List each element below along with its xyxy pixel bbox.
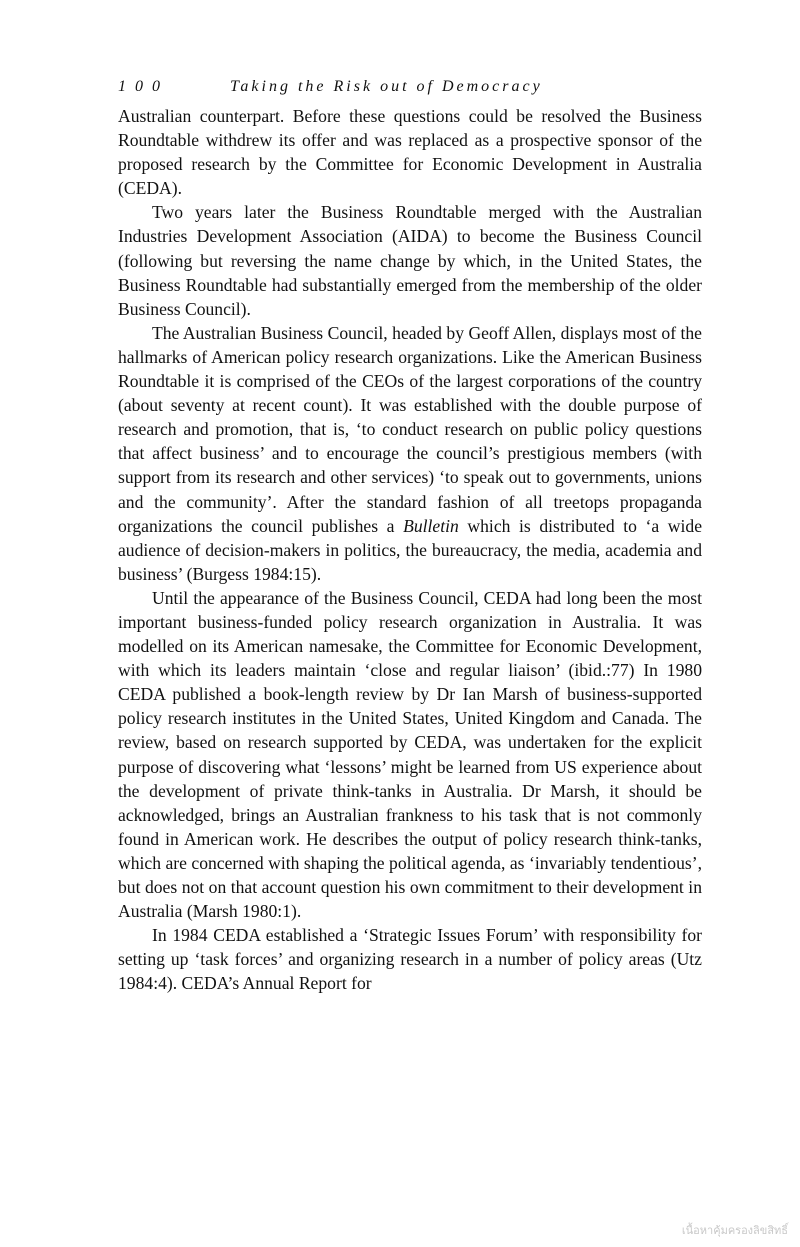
running-head [118, 78, 702, 104]
book-page [118, 78, 702, 995]
body-text [118, 104, 702, 995]
paragraph-3 [118, 321, 702, 586]
paragraph-1: Australian counterpart. Before these questions could be resolved the Business Roundtable withdrew its offer and was replaced as a prospective sponsor of the proposed research by the Committee for Economic Development in Australia (CEDA). [118, 106, 702, 199]
paragraph-3-text-a: The Australian Business Council, headed by Geoff Allen, displays most of the hallmarks of American policy research organizations. Like the American Business Roundtable it is comprised of the CEOs of the largest corporations of the country (about seventy at recent count). It was established with the double purpose of research and promotion, that is, ‘to conduct research on public policy questions that affect business’ and to encourage the council’s prestigious members (with support from its research and other services) ‘to speak out to governments, unions and the community’. After the standard fashion of all treetops propaganda organizations the council publishes a [118, 322, 702, 536]
copyright-watermark: เนื้อหาคุ้มครองลิขสิทธิ์ [681, 1224, 788, 1237]
paragraph-3-text-b: which is distributed to ‘a wide audience of decision-makers in politics, the bureaucracy, the media, academia and business’ (Burgess 1984:15). [118, 515, 703, 584]
paragraph-2: Two years later the Business Roundtable merged with the Australian Industries Development Association (AIDA) to become the Business Council (following but reversing the name change by which, in the United States, the Business Roundtable had substantially emerged from the membership of the older Business Council). [118, 202, 702, 319]
paragraph-5: In 1984 CEDA established a ‘Strategic Issues Forum’ with responsibility for setting up ‘task forces’ and organizing research in a number of policy areas (Utz 1984:4). CEDA’s Annual Report for [118, 925, 702, 994]
bulletin-title: Bulletin [403, 515, 459, 536]
paragraph-4: Until the appearance of the Business Council, CEDA had long been the most important business-funded policy research organization in Australia. It was modelled on its American namesake, the Committee for Economic Development, with which its leaders maintain ‘close and regular liaison’ (ibid.:77) In 1980 CEDA published a book-length review by Dr Ian Marsh of business-supported policy research institutes in the United States, United Kingdom and Canada. The review, based on research supported by CEDA, was undertaken for the explicit purpose of discovering what ‘lessons’ might be learned from US experience about the development of private think-tanks in Australia. Dr Marsh, it should be acknowledged, brings an Australian frankness to his task that is not commonly found in American work. He describes the output of policy research think-tanks, which are concerned with shaping the political agenda, as ‘invariably tendentious’, but does not on that account question his own commitment to their development in Australia (Marsh 1980:1). [118, 587, 702, 922]
running-title: Taking the Risk out of Democracy [230, 78, 543, 95]
page-number: 100 [118, 78, 169, 95]
